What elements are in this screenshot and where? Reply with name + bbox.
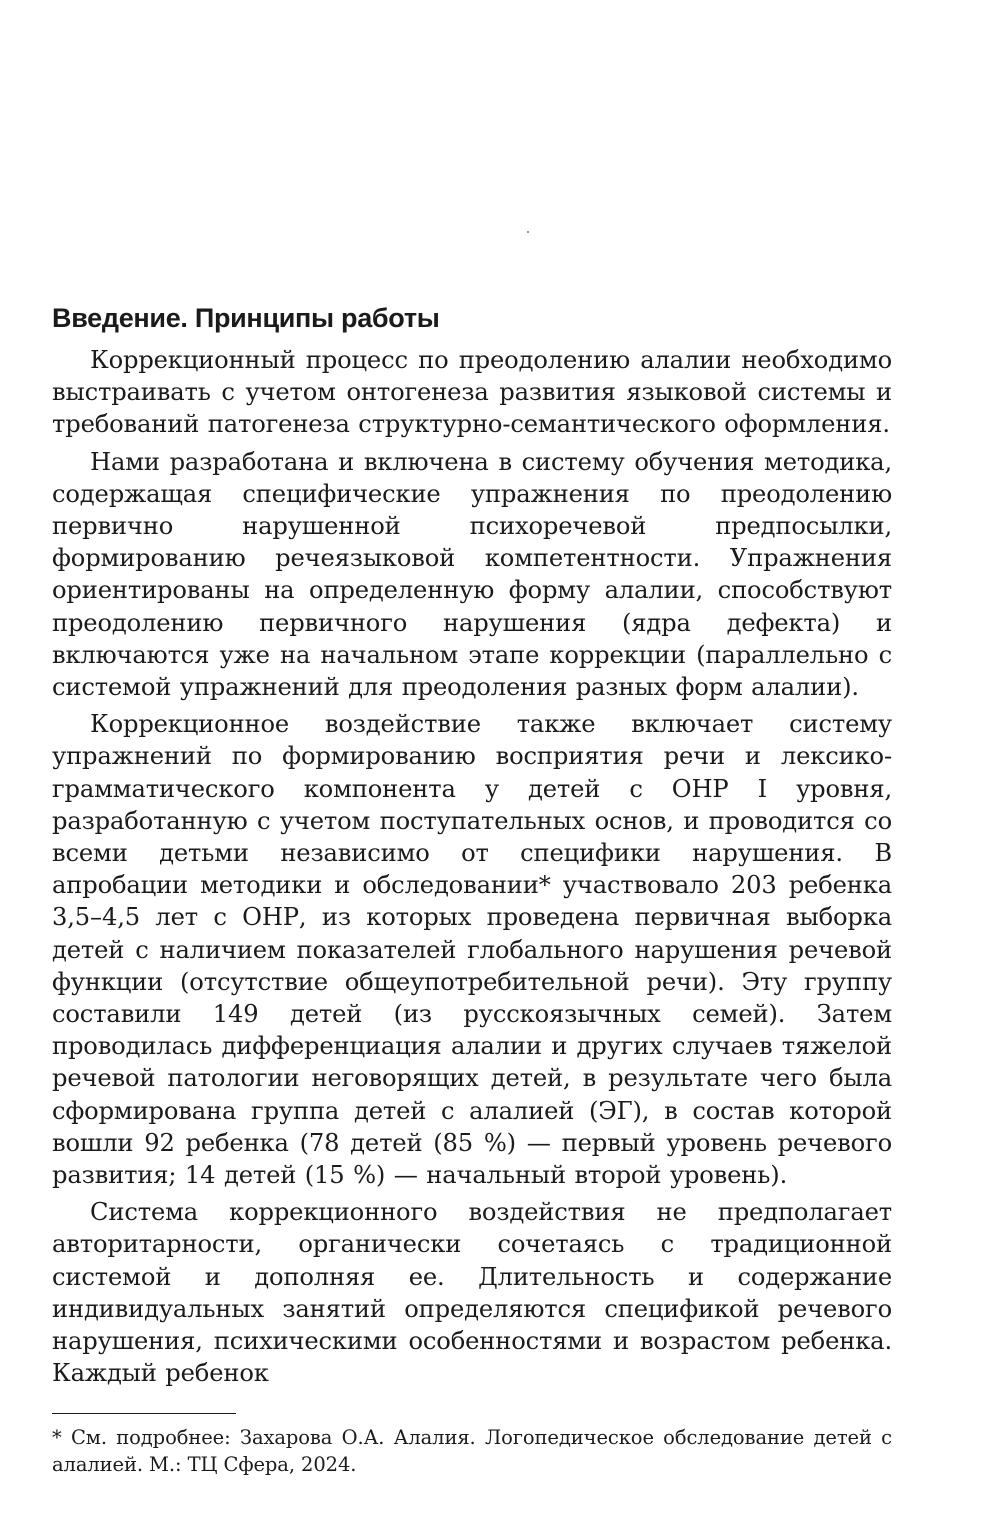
- paragraph-4: Система коррекционного воздействия не предполагает авторитарности, органически сочетаясь с традиционной системой и дополняя ее. Длительность и содержание индивидуальных занятий определяются спецификой речевого нарушения, психическими особенностями и возрастом ребенка. Каждый ребенок: [52, 1198, 892, 1388]
- footnote-divider: [52, 1413, 236, 1414]
- footnote: * См. подробнее: Захарова О.А. Алалия. Логопедическое обследование детей с алалией. М.: ТЦ Сфера, 2024.: [52, 1425, 892, 1476]
- body-text: [52, 344, 892, 1390]
- paragraph-2: Нами разработана и включена в систему обучения методика, содержащая специфические упражнения по преодолению первично нарушенной психоречевой предпосылки, формированию речеязыковой компетентности. Упражнения ориентированы на определенную форму алалии, способствуют преодолению первичного нарушения (ядра дефекта) и включаются уже на начальном этапе коррекции (параллельно с системой упражнений для преодоления разных форм алалии).: [52, 447, 892, 702]
- section-title: Введение. Принципы работы: [52, 303, 440, 333]
- paragraph-1: Коррекционный процесс по преодолению алалии необходимо выстраивать с учетом онтогенеза развития языковой системы и требований патогенеза структурно-семантического оформления.: [52, 346, 892, 439]
- document-page: [52, 300, 892, 1478]
- paragraph-3: Коррекционное воздействие также включает систему упражнений по формированию восприятия речи и лексико-грамматического компонента у детей с ОНР I уровня, разработанную с учетом поступательных основ, и проводится со всеми детьми независимо от специфики нарушения. В апробации методики и обследовании* участвовало 203 ребенка 3,5–4,5 лет с ОНР, из которых проведена первичная выборка детей с наличием показателей глобального нарушения речевой функции (отсутствие общеупотребительной речи). Эту группу составили 149 детей (из русскоязычных семей). Затем проводилась дифференциация алалии и других случаев тяжелой речевой патологии неговорящих детей, в результате чего была сформирована группа детей с алалией (ЭГ), в состав которой вошли 92 ребенка (78 детей (85 %) — первый уровень речевого развития; 14 детей (15 %) — начальный второй уровень).: [52, 710, 892, 1190]
- scan-speck: [527, 231, 529, 233]
